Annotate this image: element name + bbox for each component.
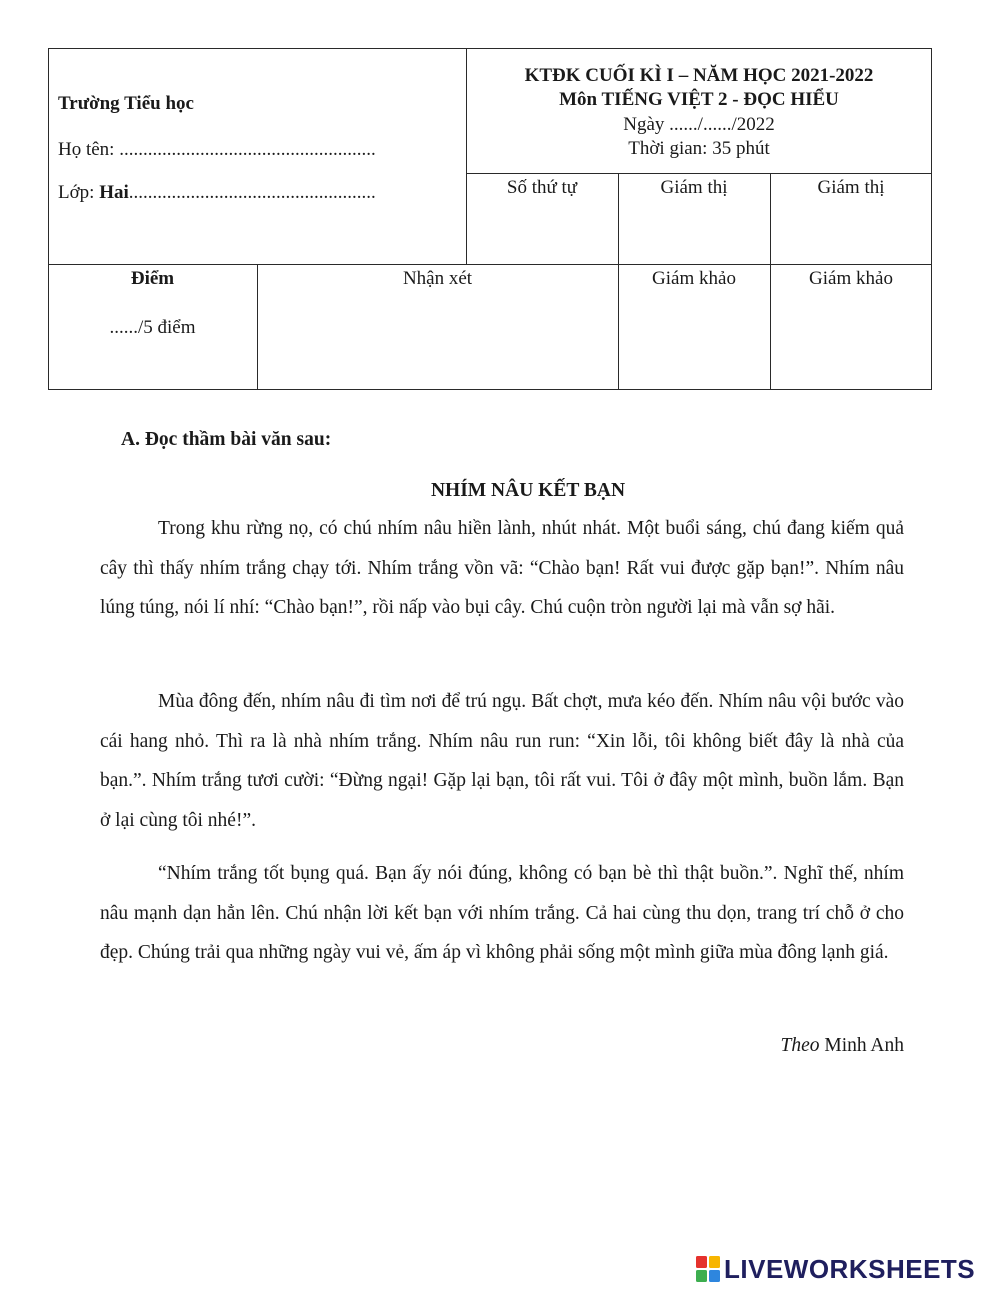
- story-paragraph-2: Mùa đông đến, nhím nâu đi tìm nơi để trú ngụ. Bất chợt, mưa kéo đến. Nhím nâu vội bước vào cái hang nhỏ. Thì ra là nhà nhím trắng. Nhím nâu run run: “Xin lỗi, tôi không biết đây là nhà của bạn.”. Nhím trắng tươi cười: “Đừng ngại! Gặp lại bạn, tôi rất vui. Tôi ở đây một mình, buồn lắm. Bạn ở lại cùng tôi nhé!”.: [100, 691, 904, 831]
- class-label: Lớp:: [58, 182, 100, 203]
- class-value: Hai: [99, 182, 129, 203]
- liveworksheets-wordmark: LIVEWORKSHEETS: [724, 1254, 976, 1284]
- source-author: Minh Anh: [824, 1035, 904, 1056]
- exam-duration: Thời gian: 35 phút: [628, 138, 770, 159]
- exam-title: KTĐK CUỐI KÌ I – NĂM HỌC 2021-2022: [524, 65, 874, 86]
- exam-subject: Môn TIẾNG VIỆT 2 - ĐỌC HIỂU: [559, 89, 839, 110]
- school-name: Trường Tiểu học: [58, 93, 194, 114]
- liveworksheets-logo-icon: [696, 1256, 720, 1282]
- header-divider-exam: [466, 173, 932, 174]
- score-label: Điểm: [130, 268, 175, 289]
- class-dots: ....................................................: [128, 182, 376, 203]
- examiner-label-2: Giám khảo: [809, 268, 893, 289]
- exam-date: Ngày ....../....../2022: [623, 114, 775, 135]
- proctor-label-2: Giám thị: [817, 177, 885, 198]
- story-source: [780, 1034, 904, 1058]
- examiner-label-1: Giám khảo: [652, 268, 736, 289]
- proctor-label-1: Giám thị: [660, 177, 728, 198]
- student-name-field: Họ tên: ......................................................: [58, 139, 376, 160]
- student-class-field: [58, 181, 376, 205]
- story-paragraph-3: “Nhím trắng tốt bụng quá. Bạn ấy nói đúng, không có bạn bè thì thật buồn.”. Nghĩ thế, nhím nâu mạnh dạn hẳn lên. Chú nhận lời kết bạn với nhím trắng. Cả hai cùng thu dọn, trang trí chỗ ở cho đẹp. Chúng trải qua những ngày vui vẻ, ấm áp vì không phải sống một mình giữa mùa đông lạnh giá.: [100, 863, 904, 963]
- source-prefix: Theo: [780, 1035, 820, 1056]
- score-row-divider: [48, 264, 932, 265]
- score-value: ....../5 điểm: [109, 317, 196, 338]
- story-paragraph-1: Trong khu rừng nọ, có chú nhím nâu hiền lành, nhút nhát. Một buổi sáng, chú đang kiếm quả cây thì thấy nhím trắng chạy tới. Nhím trắng vồn vã: “Chào bạn! Rất vui được gặp bạn!”. Nhím nâu lúng túng, nói lí nhí: “Chào bạn!”, rồi nấp vào bụi cây. Chú cuộn tròn người lại mà vẫn sợ hãi.: [100, 518, 904, 618]
- story-title: NHÍM NÂU KẾT BẠN: [430, 480, 626, 501]
- comment-label: Nhận xét: [402, 268, 473, 289]
- section-heading: A. Đọc thầm bài văn sau:: [121, 429, 332, 450]
- seq-number-label: Số thứ tự: [506, 177, 578, 198]
